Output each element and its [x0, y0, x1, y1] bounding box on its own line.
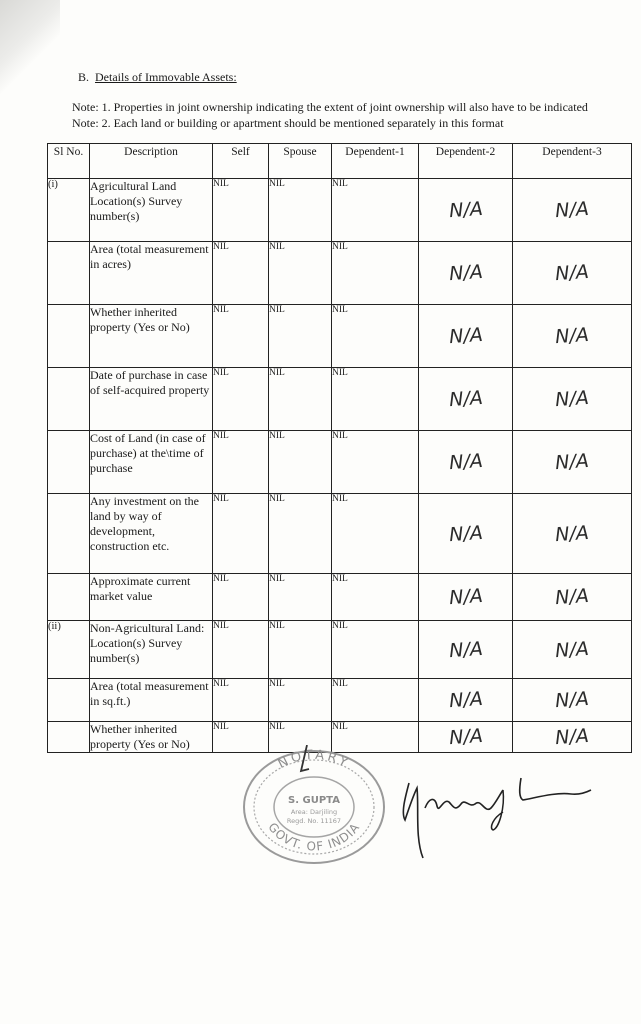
table-row [48, 179, 632, 242]
dependent-2-cell [419, 494, 513, 574]
section-title [78, 70, 237, 85]
handwritten-signature [395, 768, 595, 863]
sl-number-cell [48, 242, 90, 305]
spouse-cell: NIL [269, 574, 332, 621]
description-cell: Non-Agricultural Land: Location(s) Survey number(s) [90, 621, 213, 679]
dependent-3-cell [513, 242, 632, 305]
handwritten-na: N/A [554, 637, 590, 662]
description-cell: Whether inherited property (Yes or No) [90, 722, 213, 753]
sl-number-cell: (ii) [48, 621, 90, 679]
description-cell: Cost of Land (in case of purchase) at the\time of purchase [90, 431, 213, 494]
dependent-3-cell [513, 494, 632, 574]
description-cell: Date of purchase in case of self-acquired property [90, 368, 213, 431]
header-dependent-1: Dependent-1 [332, 144, 419, 179]
dependent-3-cell [513, 621, 632, 679]
dependent-1-cell: NIL [332, 179, 419, 242]
spouse-cell: NIL [269, 242, 332, 305]
table-row [48, 368, 632, 431]
dependent-2-cell [419, 368, 513, 431]
handwritten-na: N/A [554, 449, 590, 475]
table-row [48, 242, 632, 305]
stamp-line-3: Regd. No. 11167 [286, 817, 342, 825]
spouse-cell: NIL [269, 621, 332, 679]
section-letter: B. [78, 70, 90, 84]
dependent-1-cell: NIL [332, 679, 419, 722]
table-row [48, 679, 632, 722]
stamp-name: S. GUPTA [288, 795, 340, 806]
dependent-3-cell [513, 368, 632, 431]
handwritten-na: N/A [447, 637, 484, 662]
note-1: Note: 1. Properties in joint ownership indicating the extent of joint ownership will also have to be indicated [72, 100, 588, 114]
table-row [48, 574, 632, 621]
handwritten-na: N/A [554, 687, 590, 713]
dependent-1-cell: NIL [332, 574, 419, 621]
spouse-cell: NIL [269, 179, 332, 242]
dependent-1-cell: NIL [332, 305, 419, 368]
dependent-3-cell [513, 679, 632, 722]
stamp-top-text: NOTARY [275, 747, 353, 772]
description-cell: Area (total measurement in sq.ft.) [90, 679, 213, 722]
self-cell: NIL [213, 679, 269, 722]
spouse-cell: NIL [269, 305, 332, 368]
dependent-3-cell [513, 722, 632, 753]
description-cell: Area (total measurement in acres) [90, 242, 213, 305]
header-spouse: Spouse [269, 144, 332, 179]
spouse-cell: NIL [269, 679, 332, 722]
self-cell: NIL [213, 431, 269, 494]
dependent-3-cell [513, 574, 632, 621]
handwritten-na: N/A [447, 724, 484, 750]
dependent-2-cell [419, 305, 513, 368]
svg-text:NOTARY [276, 748, 353, 772]
handwritten-na: N/A [554, 323, 590, 349]
dependent-1-cell: NIL [332, 242, 419, 305]
stamp-bottom-text: GOVT. OF INDIA [265, 820, 363, 854]
header-dependent-2: Dependent-2 [419, 144, 513, 179]
description-cell: Agricultural Land Location(s) Survey number(s) [90, 179, 213, 242]
header-self: Self [213, 144, 269, 179]
dependent-1-cell: NIL [332, 368, 419, 431]
sl-number-cell [48, 722, 90, 753]
immovable-assets-table [47, 143, 632, 753]
sl-number-cell [48, 574, 90, 621]
spouse-cell: NIL [269, 431, 332, 494]
sl-number-cell: (i) [48, 179, 90, 242]
dependent-1-cell: NIL [332, 621, 419, 679]
handwritten-na: N/A [447, 323, 484, 349]
self-cell: NIL [213, 574, 269, 621]
handwritten-na: N/A [447, 687, 484, 713]
handwritten-na: N/A [554, 260, 590, 286]
self-cell: NIL [213, 494, 269, 574]
handwritten-na: N/A [554, 197, 590, 223]
dependent-2-cell [419, 679, 513, 722]
description-cell: Approximate current market value [90, 574, 213, 621]
dependent-2-cell [419, 574, 513, 621]
dependent-2-cell [419, 242, 513, 305]
notary-stamp [241, 745, 387, 865]
table-row [48, 431, 632, 494]
note-2: Note: 2. Each land or building or apartment should be mentioned separately in this format [72, 116, 504, 130]
self-cell: NIL [213, 621, 269, 679]
header-dependent-3: Dependent-3 [513, 144, 632, 179]
spouse-cell: NIL [269, 368, 332, 431]
spouse-cell: NIL [269, 722, 332, 753]
table-row [48, 494, 632, 574]
sl-number-cell [48, 679, 90, 722]
handwritten-na: N/A [447, 449, 484, 475]
handwritten-na: N/A [447, 197, 484, 223]
spouse-cell: NIL [269, 494, 332, 574]
handwritten-na: N/A [447, 521, 484, 546]
table-row [48, 621, 632, 679]
handwritten-na: N/A [554, 521, 590, 546]
dependent-2-cell [419, 431, 513, 494]
dependent-1-cell: NIL [332, 722, 419, 753]
table-row [48, 305, 632, 368]
self-cell: NIL [213, 368, 269, 431]
sl-number-cell [48, 431, 90, 494]
page-corner-shadow [0, 0, 60, 100]
dependent-2-cell [419, 722, 513, 753]
self-cell: NIL [213, 722, 269, 753]
handwritten-na: N/A [554, 584, 590, 610]
table-header-row [48, 144, 632, 179]
dependent-1-cell: NIL [332, 494, 419, 574]
handwritten-na: N/A [447, 260, 484, 286]
handwritten-na: N/A [447, 386, 484, 412]
self-cell: NIL [213, 242, 269, 305]
header-description: Description [90, 144, 213, 179]
header-sl-no: Sl No. [48, 144, 90, 179]
dependent-2-cell [419, 179, 513, 242]
description-cell: Whether inherited property (Yes or No) [90, 305, 213, 368]
handwritten-na: N/A [554, 386, 590, 412]
dependent-2-cell [419, 621, 513, 679]
sl-number-cell [48, 368, 90, 431]
dependent-3-cell [513, 179, 632, 242]
self-cell: NIL [213, 179, 269, 242]
stamp-line-2: Area: Darjiling [290, 808, 338, 816]
dependent-3-cell [513, 305, 632, 368]
handwritten-na: N/A [447, 584, 484, 610]
description-cell: Any investment on the land by way of development, construction etc. [90, 494, 213, 574]
dependent-1-cell: NIL [332, 431, 419, 494]
sl-number-cell [48, 305, 90, 368]
handwritten-na: N/A [554, 724, 590, 750]
dependent-3-cell [513, 431, 632, 494]
sl-number-cell [48, 494, 90, 574]
section-heading: Details of Immovable Assets: [95, 70, 237, 84]
self-cell: NIL [213, 305, 269, 368]
